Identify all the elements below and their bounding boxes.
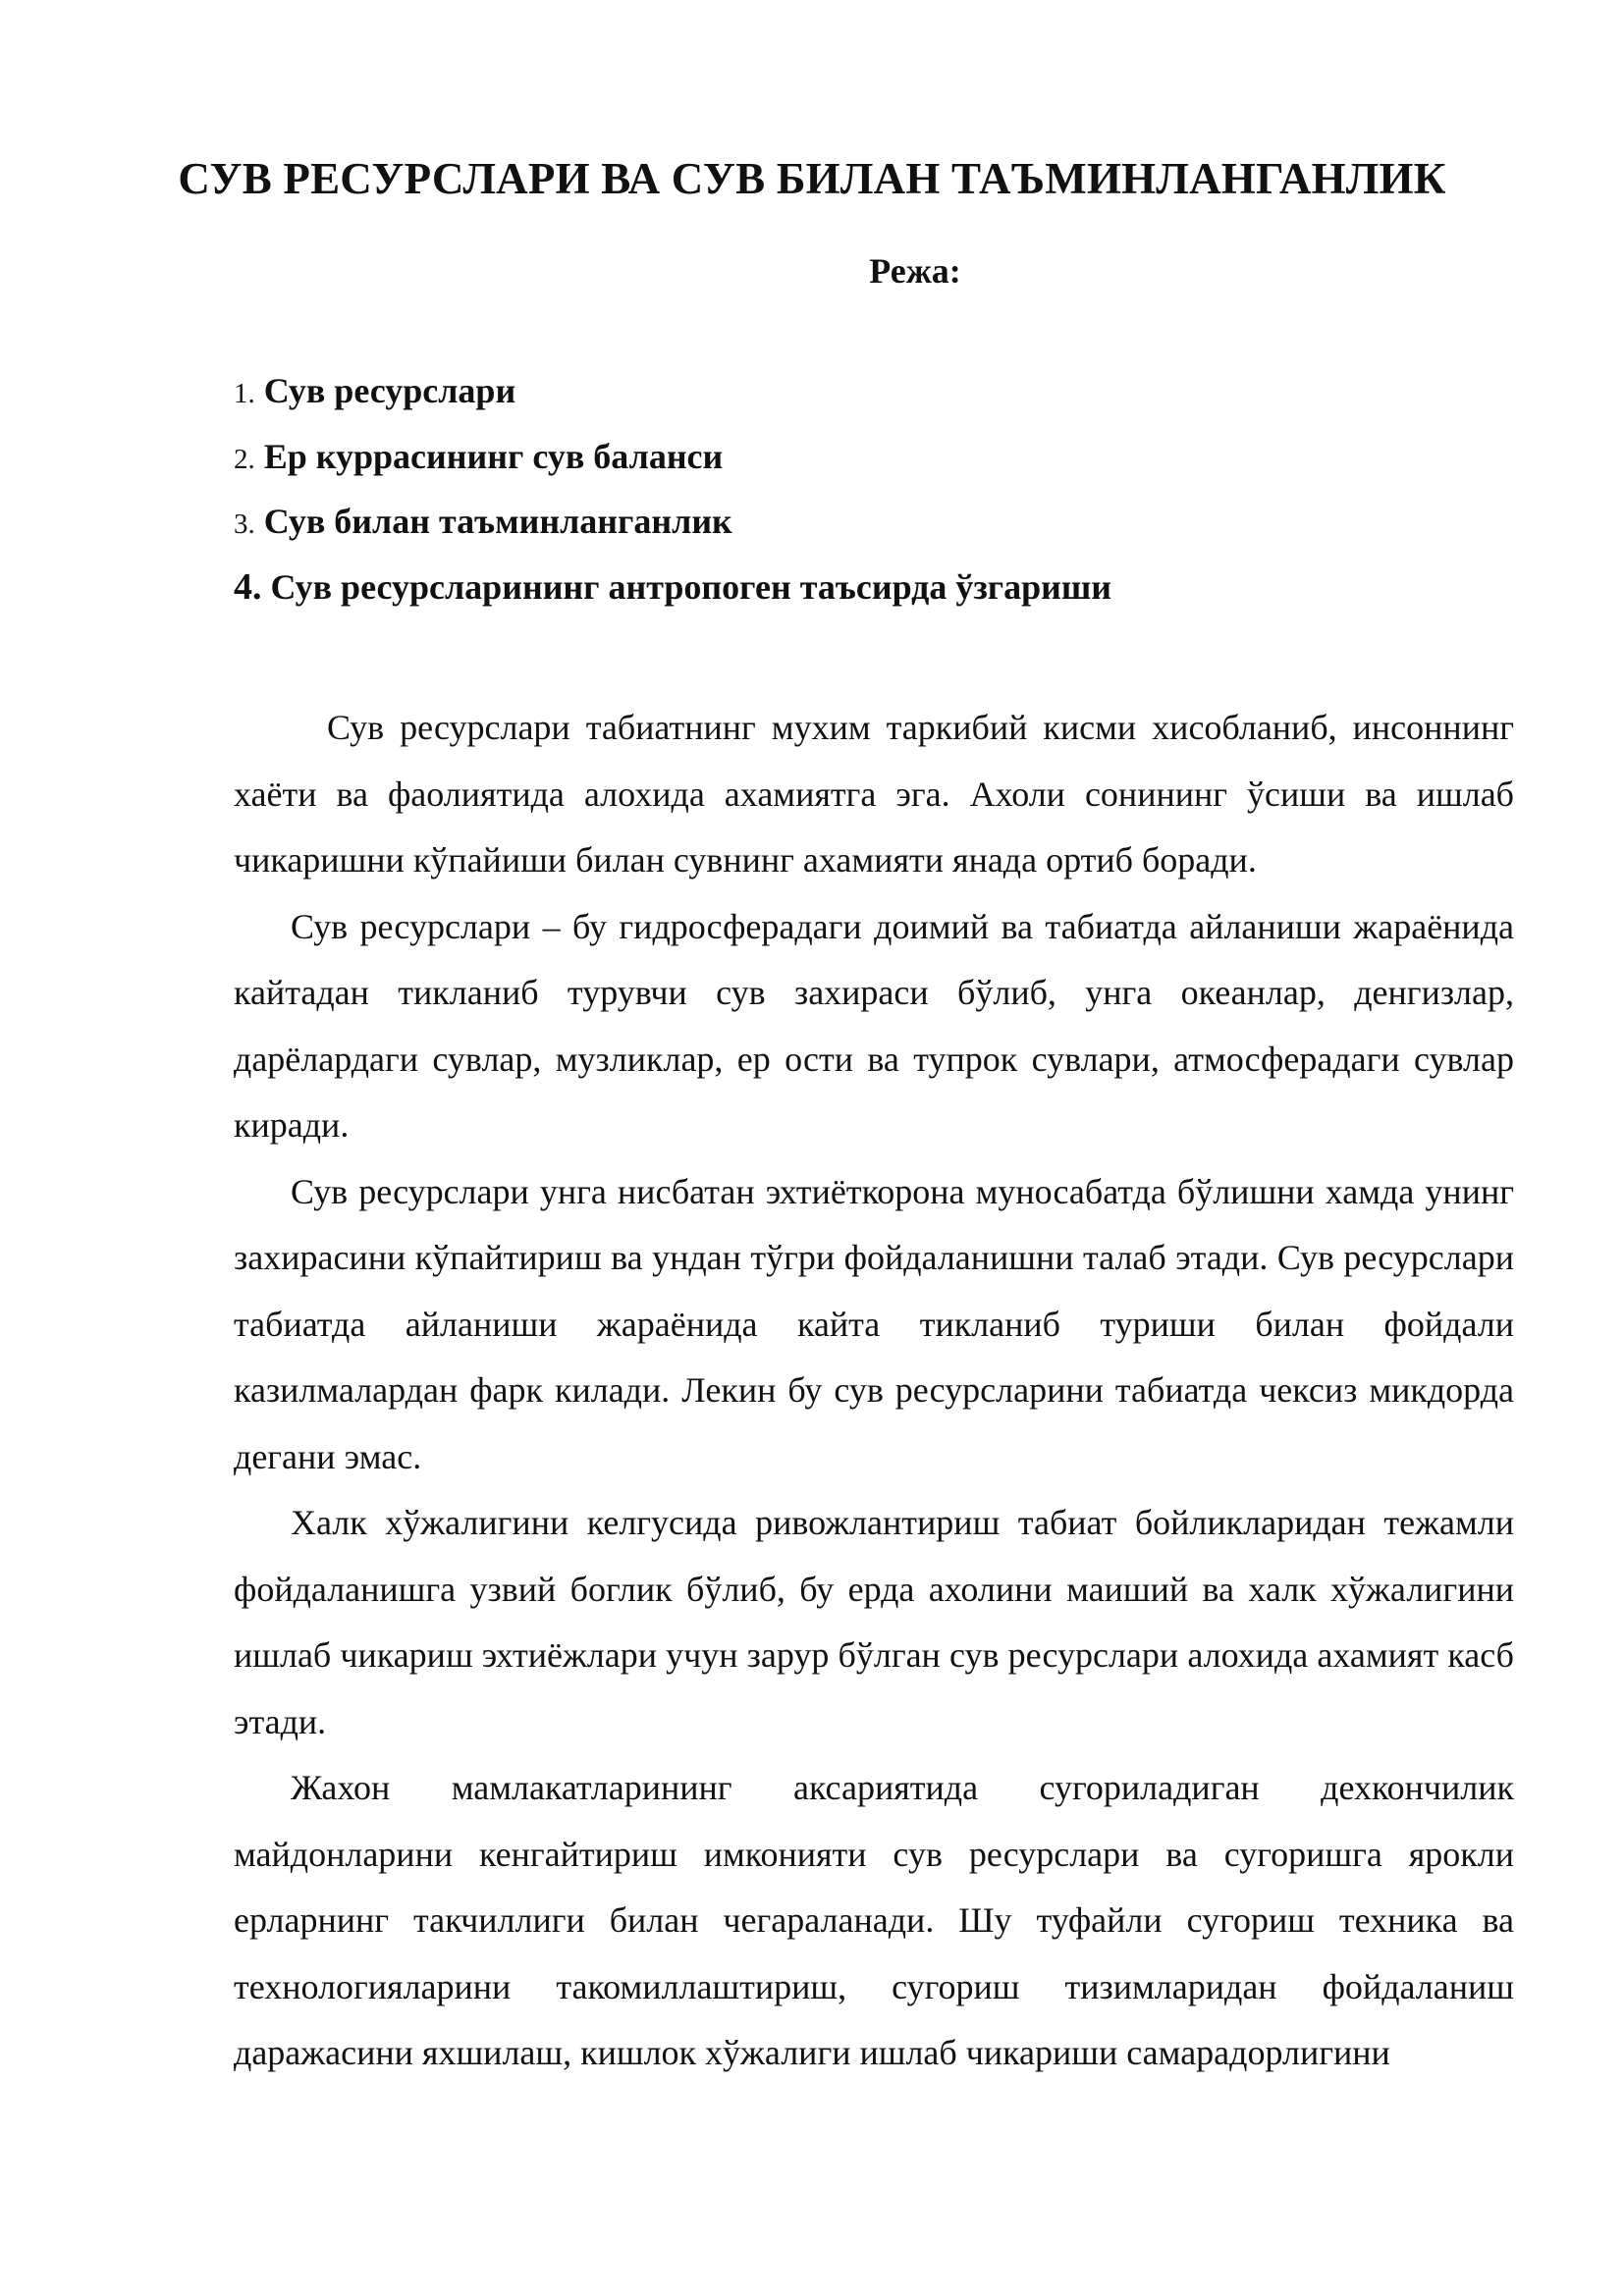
plan-item-text: Сув ресурслари bbox=[263, 371, 516, 410]
plan-item bbox=[234, 366, 1111, 432]
paragraph: Сув ресурслари табиатнинг мухим таркибий кисми хисобланиб, инсоннинг хаёти ва фаолиятида алохида ахамиятга эга. Ахоли сонининг ўсиши ва ишлаб чикаришни кўпайиши билан сувнинг ахамияти янада ортиб боради. bbox=[234, 708, 1514, 880]
paragraph: Сув ресурслари унга нисбатан эхтиёткорона муносабатда бўлишни хамда унинг захирасини кўпайтириш ва ундан тўгри фойдаланишни талаб этади. Сув ресурслари табиатда айланиши жараёнида кайта тикланиб туриши билан фойдали казилмалардан фарк килади. Лекин бу сув ресурсларини табиатда чексиз микдорда дегани эмас. bbox=[234, 1171, 1514, 1476]
plan-item bbox=[234, 497, 1111, 562]
plan-list bbox=[234, 366, 1111, 627]
plan-item-text: Ер куррасининг сув баланси bbox=[263, 436, 724, 476]
plan-item-number: 3. bbox=[234, 508, 255, 540]
plan-item bbox=[234, 562, 1111, 628]
body-text bbox=[234, 695, 1514, 2087]
plan-item bbox=[234, 432, 1111, 498]
plan-heading: Режа: bbox=[869, 251, 961, 291]
paragraph: Жахон мамлакатларининг аксариятида сугориладиган дехкончилик майдонларини кенгайтириш имконияти сув ресурслари ва сугоришга ярокли ерларнинг такчиллиги билан чегараланади. Шу туфайли сугориш техника ва технологияларини такомиллаштириш, сугориш тизимларидан фойдаланиш даражасини яхшилаш, кишлок хўжалиги ишлаб чикариши самарадорлигини bbox=[234, 1768, 1514, 2072]
plan-item-number: 2. bbox=[234, 443, 255, 475]
plan-item-number: 1. bbox=[234, 378, 255, 409]
plan-item-text: Сув ресурсларининг антропоген таъсирда ўзгариши bbox=[270, 566, 1112, 607]
plan-item-number: 4. bbox=[234, 565, 262, 608]
plan-item-text: Сув билан таъминланганлик bbox=[263, 502, 732, 541]
document-title: СУВ РЕСУРСЛАРИ ВА СУВ БИЛАН ТАЪМИНЛАНГАНЛИК bbox=[178, 154, 1446, 203]
paragraph: Халк хўжалигини келгусида ривожлантириш табиат бойликларидан тежамли фойдаланишга узвий боглик бўлиб, бу ерда ахолини маиший ва халк хўжалигини ишлаб чикариш эхтиёжлари учун зарур бўлган сув ресурслари алохида ахамият касб этади. bbox=[234, 1503, 1514, 1741]
paragraph: Сув ресурслари – бу гидросферадаги доимий ва табиатда айланиши жараёнида кайтадан тикланиб турувчи сув захираси бўлиб, унга океанлар, денгизлар, дарёлардаги сувлар, музликлар, ер ости ва тупрок сувлари, атмосферадаги сувлар киради. bbox=[234, 906, 1514, 1145]
